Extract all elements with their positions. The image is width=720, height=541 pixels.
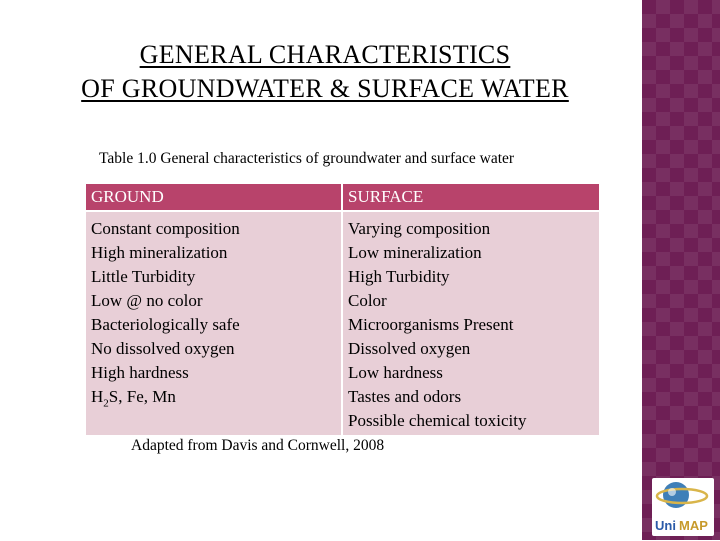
ground-item: Low @ no color (91, 291, 203, 310)
ground-item: Constant composition (91, 219, 240, 238)
header-surface: SURFACE (343, 184, 599, 210)
surface-item: Low hardness (348, 363, 443, 382)
table-caption: Table 1.0 General characteristics of groundwater and surface water (99, 150, 515, 167)
ground-item: No dissolved oxygen (91, 339, 235, 358)
title-line-1: GENERAL CHARACTERISTICS (139, 40, 511, 69)
table-row (86, 212, 599, 435)
surface-item: Microorganisms Present (348, 315, 514, 334)
surface-item: Varying composition (348, 219, 491, 238)
surface-item: Color (348, 291, 387, 310)
surface-cell (343, 212, 599, 435)
ground-cell (86, 212, 341, 435)
svg-text:Uni: Uni (655, 518, 676, 533)
header-ground: GROUND (86, 184, 341, 210)
ground-item: High hardness (91, 363, 189, 382)
source-note: Adapted from Davis and Cornwell, 2008 (131, 437, 385, 454)
slide-title (0, 38, 650, 106)
table-header-row (86, 184, 599, 210)
ground-item: High mineralization (91, 243, 228, 262)
svg-text:MAP: MAP (679, 518, 708, 533)
ground-item-chemistry: $H_2S$, Fe, Mn (91, 387, 176, 410)
decorative-side-bar (642, 0, 720, 540)
surface-item: Dissolved oxygen (348, 339, 471, 358)
surface-item: High Turbidity (348, 267, 450, 286)
surface-item: Possible chemical toxicity (348, 411, 527, 430)
surface-item: Tastes and odors (348, 387, 462, 406)
surface-item: Low mineralization (348, 243, 482, 262)
ground-item: Bacteriologically safe (91, 315, 240, 334)
unimap-logo (652, 478, 714, 536)
characteristics-table (84, 182, 601, 437)
ground-item: Little Turbidity (91, 267, 196, 286)
title-line-2: OF GROUNDWATER & SURFACE WATER (81, 74, 569, 103)
